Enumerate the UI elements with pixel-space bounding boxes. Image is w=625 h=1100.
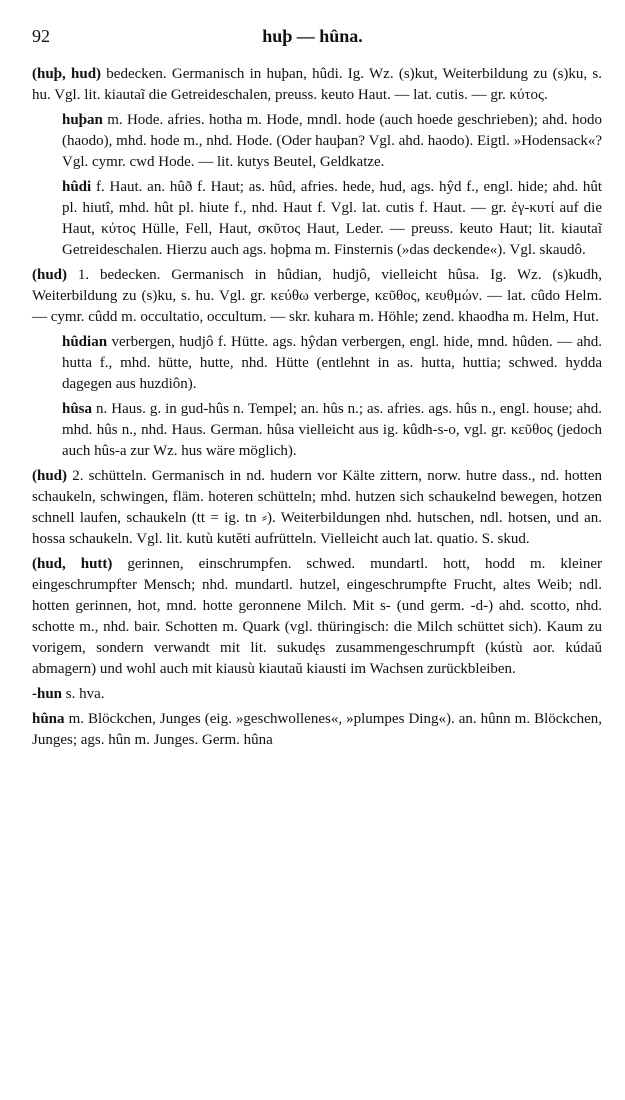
entry-headword: hûna <box>32 711 65 727</box>
entry-headword: -hun <box>32 686 63 702</box>
entry-headword: huþan <box>62 112 103 128</box>
entry-headword: (huþ, hud) <box>32 66 102 82</box>
entry-hupan <box>32 110 602 173</box>
page-number: 92 <box>32 26 50 46</box>
entry-hun <box>32 684 602 705</box>
page-body <box>32 64 602 755</box>
entry-husa <box>32 399 602 462</box>
entry-hud-2 <box>32 466 602 550</box>
entry-text: bedecken. Germanisch in huþan, hûdi. Ig. Wz. (s)kut, Weiterbildung zu (s)ku, s. hu. Vgl. lit. kiautaĩ die Getreideschalen, preuss. keuto Haut. — lat. cutis. — gr. κύτος. <box>32 66 603 103</box>
entry-hud-hutt <box>32 554 602 680</box>
entry-text: f. Haut. an. hûð f. Haut; as. hûd, afries. hede, hud, ags. hŷd f., engl. hide; ahd. hût pl. hiutî, mhd. hût pl. hiute f., nhd. Haut f. Vgl. lat. cutis f. Haut. — gr. ἐγ-κυτί auf die Haut, κύτος Hülle, Fell, Haut, σκῦτος Haut, Leder. — preuss. keuto Haut; lit. kiautaĩ Getreideschalen. Hierzu auch ags. hoþma m. Finsternis (»das deckende«). Vgl. skaudô. <box>62 179 603 258</box>
entry-text: m. Blöckchen, Junges (eig. »geschwollenes«, »plumpes Ding«). an. hûnn m. Blöckchen, Junges; ags. hûn m. Junges. Germ. hûna <box>32 711 602 748</box>
entry-text: 1. bedecken. Germanisch in hûdian, hudjô, vielleicht hûsa. Ig. Wz. (s)kudh, Weiterbildung zu (s)ku, s. hu. Vgl. gr. κεύθω verberge, κεῦθος, κευθμών. — lat. cûdo Helm. — cymr. cûdd m. occultatio, occultum. — skr. kuhara m. Höhle; zend. khaodha m. Helm, Hut. <box>32 267 603 325</box>
entry-headword: (hud) <box>32 267 68 283</box>
entry-text: s. hva. <box>65 686 105 702</box>
entry-hudian <box>32 332 602 395</box>
entry-headword: hûdian <box>62 334 108 350</box>
entry-text: gerinnen, einschrumpfen. schwed. mundartl. hott, hodd m. kleiner eingeschrumpfter Mensch; nhd. mundartl. hutzel, eingeschrumpfte Frucht, altes Weib; ndl. hotten gerinnen, hot, mnd. hotte geronnene Milch. Mit s- (und germ. -d-) ahd. scotto, nhd. schotte m., nhd. bair. Schotten m. Quark (vgl. thüringisch: die Milch schüttet sich). Kaum zu vorigem, sondern verwandt mit lit. sukudęs zusammengeschrumpft (kústù aor. kúdaŭ abmagern) und wohl auch mit kiausù kiautaŭ kiausti im Wachsen zurückbleiben. <box>32 556 602 677</box>
entry-text: m. Hode. afries. hotha m. Hode, mndl. hode (auch hoede geschrieben); ahd. hodo (haodo), mhd. hode m., nhd. Hode. (Oder hauþan? Vgl. ahd. haodo). Eigtl. »Hodensack«? Vgl. cymr. cwd Hode. — lit. kutys Beutel, Geldkatze. <box>62 112 602 170</box>
entry-hup-hud <box>32 64 602 106</box>
entry-headword: (hud, hutt) <box>32 556 113 572</box>
entry-hud-1 <box>32 265 602 328</box>
entry-hudi <box>32 177 602 261</box>
entry-text: n. Haus. g. in gud-hûs n. Tempel; an. hûs n.; as. afries. ags. hûs n., engl. house; ahd. mhd. hûs n., nhd. Haus. German. hûsa vielleicht aus ig. kûdh-s-o, vgl. gr. κεῦθος (jedoch auch hûs-a zur Wz. hus wäre möglich). <box>62 401 603 459</box>
entry-headword: (hud) <box>32 468 68 484</box>
entry-headword: hûsa <box>62 401 93 417</box>
entry-huna <box>32 709 602 751</box>
entry-text: 2. schütteln. Germanisch in nd. hudern vor Kälte zittern, norw. hutre dass., nd. hotten schaukeln, schwingen, fläm. hoteren schütteln; mhd. hutzen sich schaukelnd bewegen, hotzen schnell laufen, schaukeln (tt = ig. tn ⸗). Weiterbildungen nhd. hutschen, ndl. hotsen, und an. hossa schaukeln. Vgl. lit. kutù kutĕti aufrütteln. Vielleicht auch lat. quatio. S. skud. <box>32 468 602 547</box>
running-head: huþ — hûna. <box>262 26 363 46</box>
entry-headword: hûdi <box>62 179 92 195</box>
entry-text: verbergen, hudjô f. Hütte. ags. hŷdan verbergen, engl. hide, mnd. hûden. — ahd. hutta f., mhd. hütte, hutte, nhd. Hütte (entlehnt in as. hutta, huttia; schwed. hydda dagegen aus huzdiôn). <box>62 334 602 392</box>
